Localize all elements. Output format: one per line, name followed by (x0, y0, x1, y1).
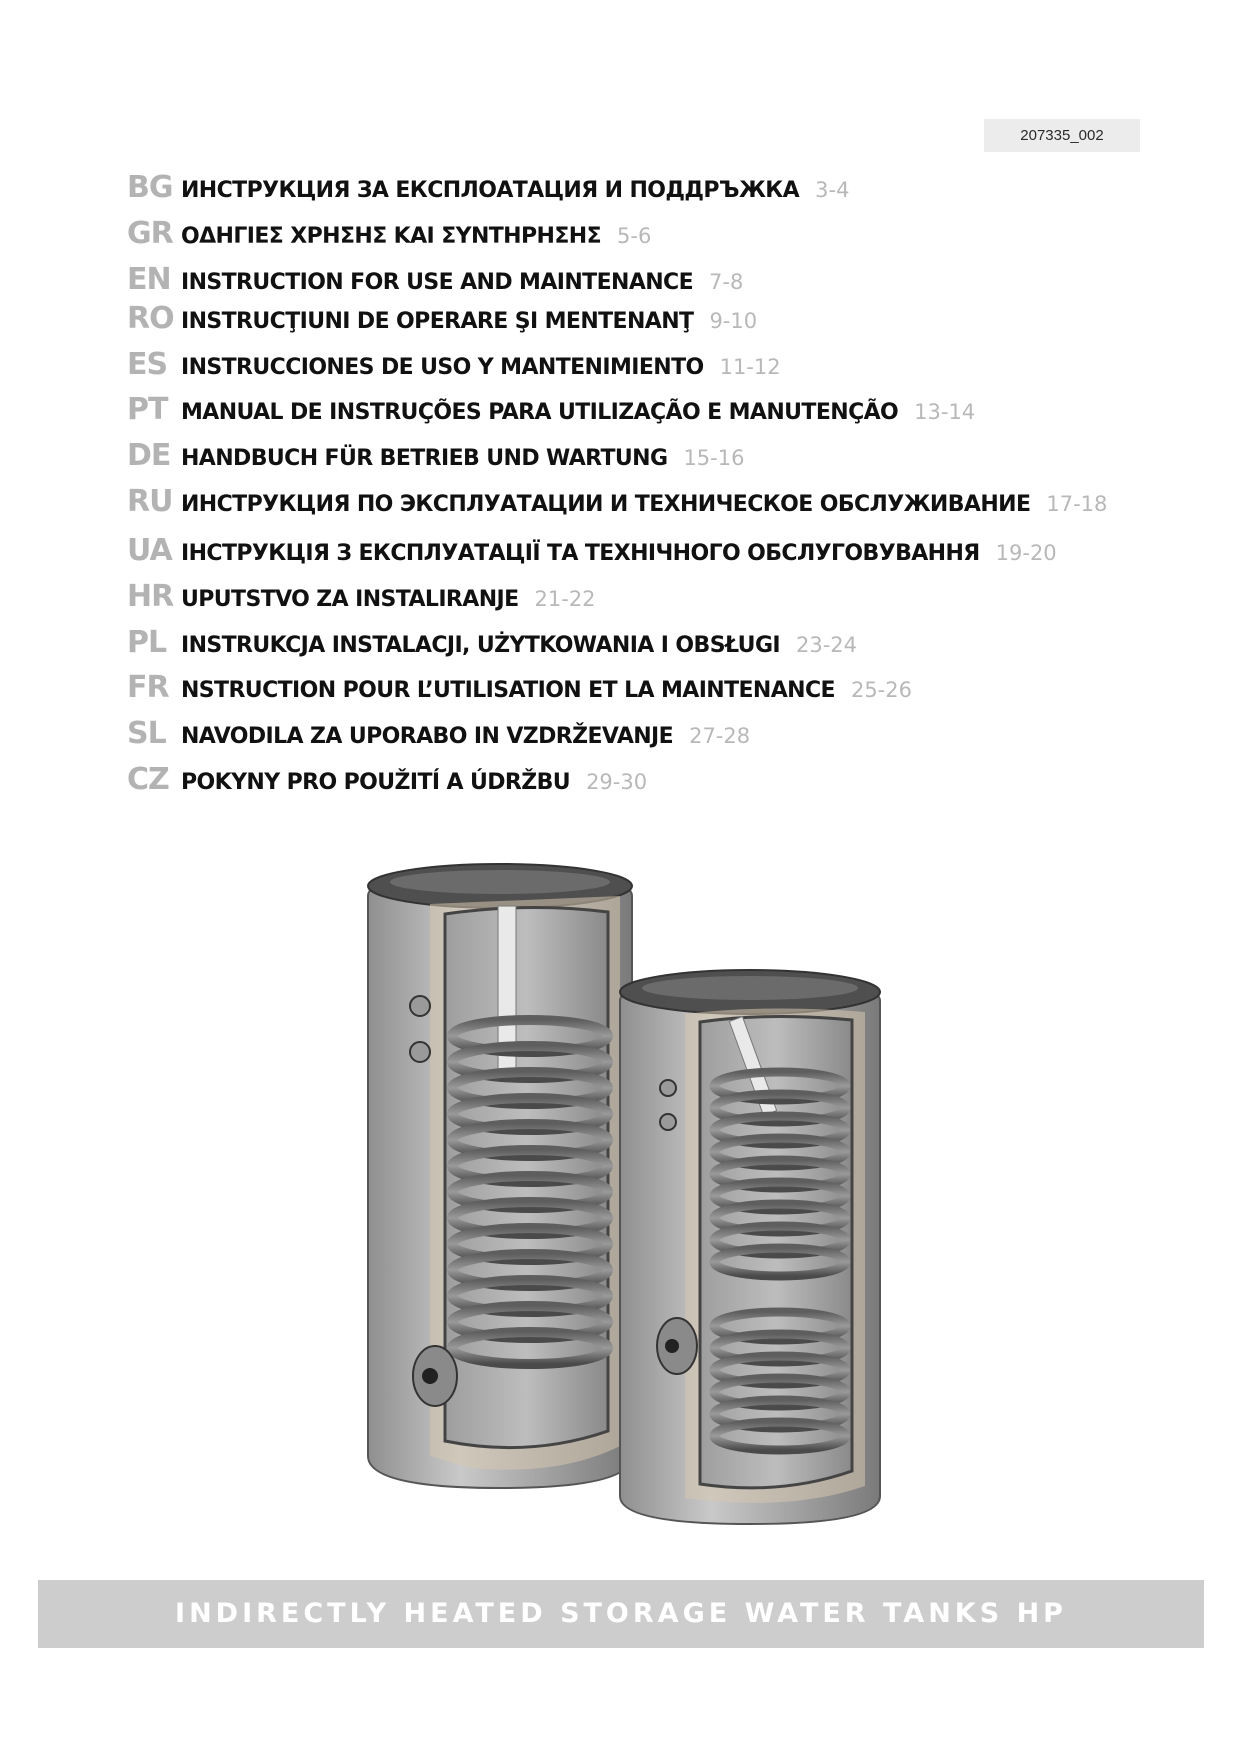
lang-title: ИНСТРУКЦИЯ ЗА ЕКСПЛОАТАЦИЯ И ПОДДРЪЖКА (181, 178, 800, 203)
lang-pages: 21-22 (534, 587, 596, 611)
lang-title: ΟΔΗΓΙΕΣ ΧΡΗΣΗΣ ΚΑΙ ΣΥΝΤΗΡΗΣΗΣ (181, 224, 602, 249)
lang-code: ES (127, 347, 168, 382)
lang-title: ИНСТРУКЦИЯ ПО ЭКСПЛУАТАЦИИ И ТЕХНИЧЕСКОЕ ОБСЛУЖИВАНИЕ (181, 492, 1031, 517)
lang-pages: 7-8 (709, 270, 744, 294)
lang-code: PL (127, 625, 167, 660)
lang-code: HR (127, 579, 174, 614)
lang-pages: 23-24 (796, 633, 858, 657)
lang-pages: 27-28 (689, 724, 751, 748)
tall-tank (368, 864, 632, 1488)
lang-code: UA (127, 533, 172, 568)
lang-code: GR (127, 216, 173, 251)
lang-row-ro (127, 301, 757, 336)
lang-pages: 17-18 (1046, 492, 1108, 516)
lang-row-ru (127, 484, 1107, 519)
lang-code: SL (127, 716, 166, 751)
product-title-banner (38, 1580, 1204, 1648)
lang-title: POKYNY PRO POUŽITÍ A ÚDRŽBU (181, 770, 571, 795)
lang-pages: 29-30 (586, 770, 648, 794)
short-tank (620, 970, 880, 1524)
lang-row-de (127, 438, 744, 473)
lang-pages: 5-6 (617, 224, 652, 248)
lang-pages: 15-16 (683, 446, 745, 470)
lang-row-fr (127, 670, 912, 705)
lang-code: RO (127, 301, 174, 336)
lang-row-sl (127, 716, 750, 751)
lang-title: INSTRUCCIONES DE USO Y MANTENIMIENTO (181, 355, 704, 380)
product-title: INDIRECTLY HEATED STORAGE WATER TANKS HP (175, 1598, 1067, 1629)
document-code: 207335_002 (984, 119, 1140, 152)
lang-code: FR (127, 670, 169, 705)
lang-code: PT (127, 392, 168, 427)
short-tank-lower-coil (714, 1312, 846, 1450)
lang-code: DE (127, 438, 171, 473)
lang-row-pt (127, 392, 975, 427)
lang-row-es (127, 347, 781, 382)
lang-row-pl (127, 625, 857, 660)
lang-pages: 3-4 (815, 178, 850, 202)
lang-row-cz (127, 762, 647, 797)
lang-pages: 25-26 (850, 678, 912, 702)
lang-title: NAVODILA ZA UPORABO IN VZDRŽEVANJE (181, 724, 674, 749)
lang-code: RU (127, 484, 173, 519)
water-tank-cutaway-icon (350, 856, 950, 1536)
lang-title: INSTRUCŢIUNI DE OPERARE ŞI MENTENANŢ (181, 309, 694, 334)
lang-title: INSTRUCTION FOR USE AND MAINTENANCE (181, 270, 694, 295)
lang-pages: 13-14 (914, 400, 976, 424)
lang-code: CZ (127, 762, 169, 797)
lang-code: EN (127, 262, 171, 297)
lang-row-gr (127, 216, 651, 251)
lang-row-bg (127, 170, 849, 205)
lang-pages: 9-10 (709, 309, 758, 333)
lang-row-ua (127, 533, 1057, 568)
lang-title: UPUTSTVO ZA INSTALIRANJE (181, 587, 519, 612)
lang-title: INSTRUKCJA INSTALACJI, UŻYTKOWANIA I OBSŁUGI (181, 633, 780, 658)
lang-title: HANDBUCH FÜR BETRIEB UND WARTUNG (181, 446, 668, 471)
lang-title: NSTRUCTION POUR L’UTILISATION ET LA MAINTENANCE (181, 678, 835, 703)
lang-title: MANUAL DE INSTRUÇÕES PARA UTILIZAÇÃO E MANUTENÇÃO (181, 400, 899, 425)
lang-title: ІНСТРУКЦІЯ З ЕКСПЛУАТАЦІЇ ТА ТЕХНІЧНОГО ОБСЛУГОВУВАННЯ (181, 541, 980, 566)
lang-row-hr (127, 579, 596, 614)
lang-pages: 11-12 (719, 355, 781, 379)
lang-code: BG (127, 170, 173, 205)
lang-row-en (127, 262, 743, 297)
lang-pages: 19-20 (995, 541, 1057, 565)
